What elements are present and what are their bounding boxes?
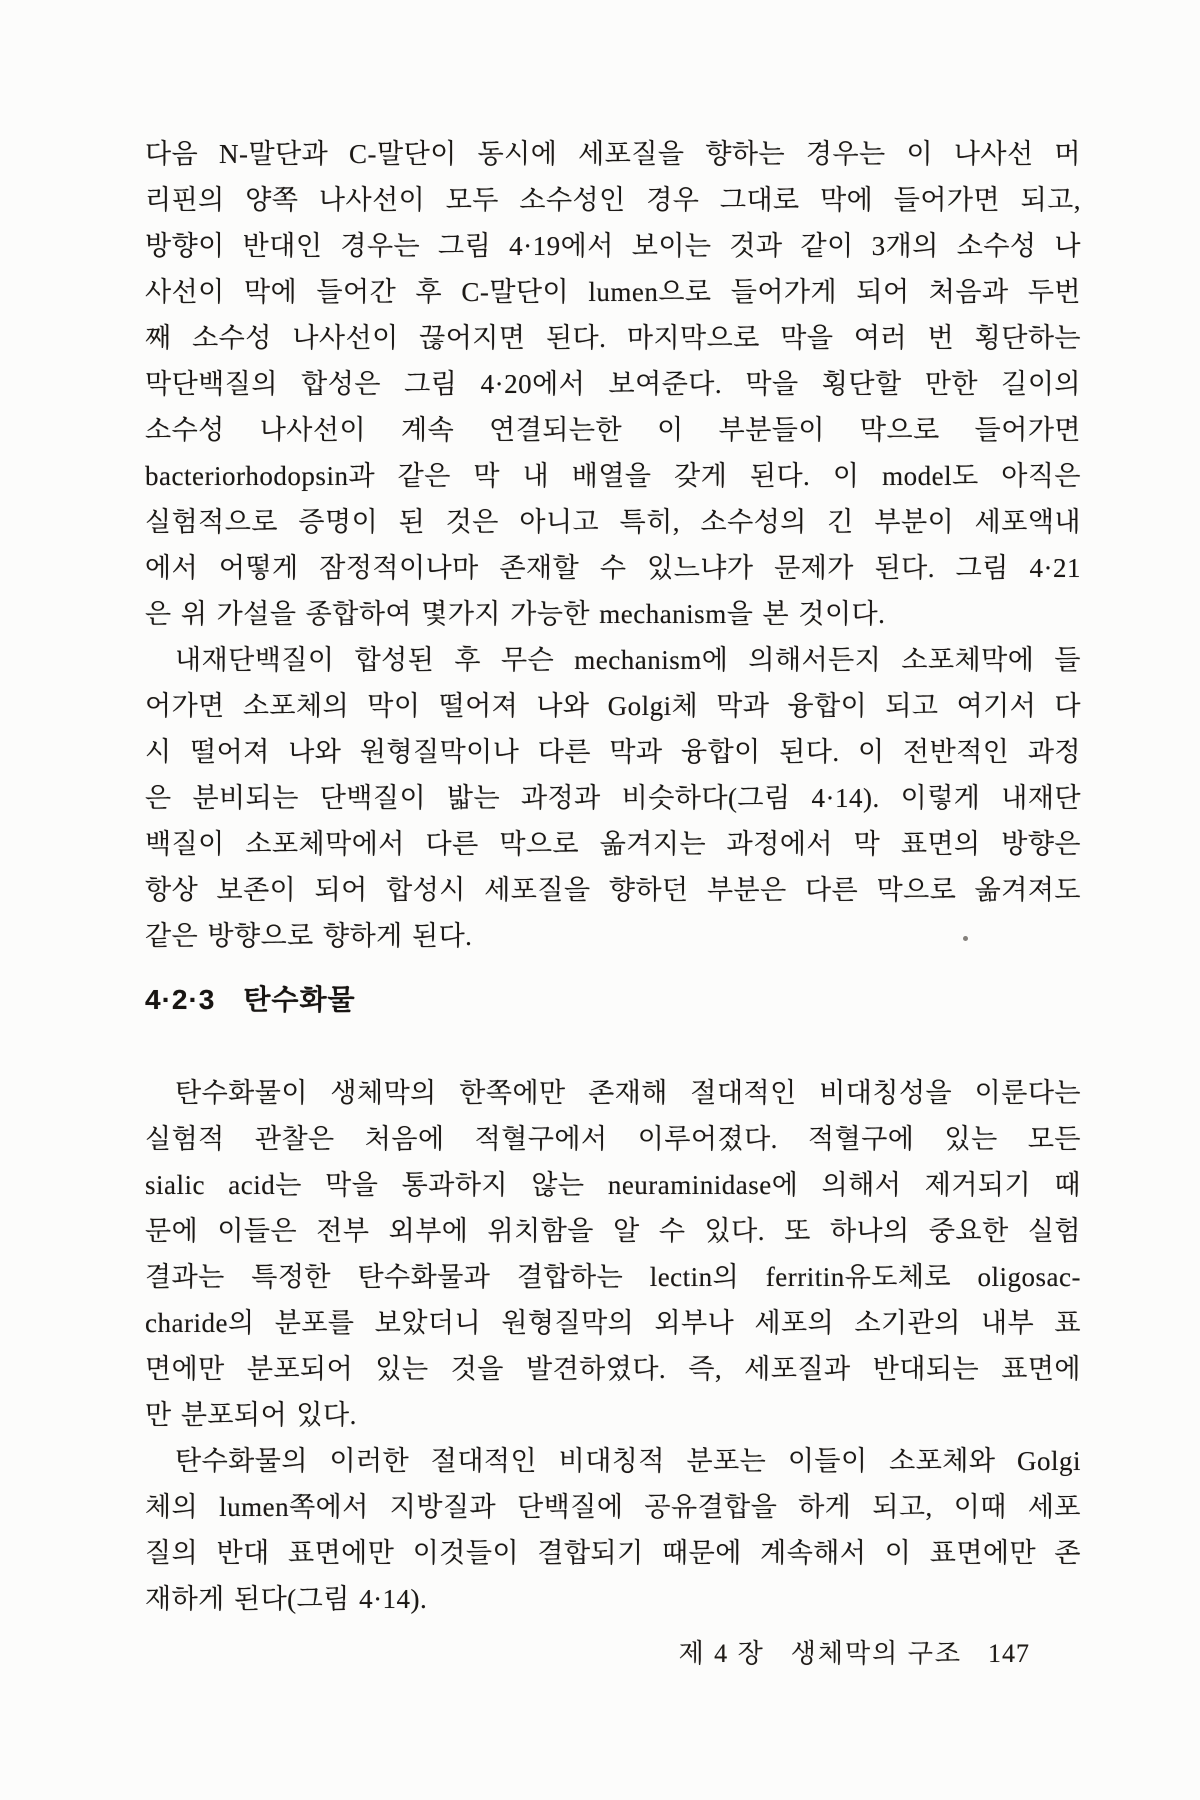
text-line: 다음 N-말단과 C-말단이 동시에 세포질을 향하는 경우는 이 나사선 머 [145, 139, 1081, 169]
text-line: 막단백질의 합성은 그림 4·20에서 보여준다. 막을 횡단할 만한 길이의 [145, 369, 1081, 399]
text-line: 사선이 막에 들어간 후 C-말단이 lumen으로 들어가게 되어 처음과 두번 [145, 277, 1081, 307]
text-line: 소수성 나사선이 계속 연결되는한 이 부분들이 막으로 들어가면 [145, 415, 1081, 445]
text-line: 은 분비되는 단백질이 밟는 과정과 비슷하다(그림 4·14). 이렇게 내재단 [145, 783, 1081, 813]
text-line: 방향이 반대인 경우는 그림 4·19에서 보이는 것과 같이 3개의 소수성 나 [145, 231, 1081, 261]
section-heading-number: 4·2·3 [145, 984, 216, 1015]
paragraph [145, 131, 1081, 637]
paragraph [145, 1438, 1081, 1622]
text-line: 어가면 소포체의 막이 떨어져 나와 Golgi체 막과 융합이 되고 여기서 다 [145, 691, 1081, 721]
text-line: 백질이 소포체막에서 다른 막으로 옮겨지는 과정에서 막 표면의 방향은 [145, 829, 1081, 859]
footer-chapter-label: 제 4 장 [678, 1639, 765, 1668]
text-line: 문에 이들은 전부 외부에 위치함을 알 수 있다. 또 하나의 중요한 실험 [145, 1216, 1081, 1246]
scan-speck-dot [963, 936, 968, 941]
text-line: charide의 분포를 보았더니 원형질막의 외부나 세포의 소기관의 내부 표 [145, 1308, 1081, 1338]
text-line: 시 떨어져 나와 원형질막이나 다른 막과 융합이 된다. 이 전반적인 과정 [145, 737, 1081, 767]
text-line: 질의 반대 표면에만 이것들이 결합되기 때문에 계속해서 이 표면에만 존 [145, 1538, 1081, 1568]
footer-book-title: 생체막의 구조 [790, 1639, 962, 1668]
text-line: 탄수화물의 이러한 절대적인 비대칭적 분포는 이들이 소포체와 Golgi [175, 1446, 1081, 1476]
text-line: 실험적으로 증명이 된 것은 아니고 특히, 소수성의 긴 부분이 세포액내 [145, 507, 1081, 537]
text-line: 만 분포되어 있다. [145, 1400, 357, 1430]
text-line: 탄수화물이 생체막의 한쪽에만 존재해 절대적인 비대칭성을 이룬다는 [175, 1078, 1081, 1108]
text-line: 에서 어떻게 잠정적이나마 존재할 수 있느냐가 문제가 된다. 그림 4·21 [145, 553, 1081, 583]
text-line: 은 위 가설을 종합하여 몇가지 가능한 mechanism을 본 것이다. [145, 599, 886, 629]
page-footer [679, 1633, 1030, 1670]
text-line: 재하게 된다(그림 4·14). [145, 1584, 428, 1614]
paragraph [145, 1070, 1081, 1438]
text-line: sialic acid는 막을 통과하지 않는 neuraminidase에 의해서 제거되기 때 [145, 1170, 1081, 1200]
text-line: 실험적 관찰은 처음에 적혈구에서 이루어졌다. 적혈구에 있는 모든 [145, 1124, 1081, 1154]
text-line: 항상 보존이 되어 합성시 세포질을 향하던 부분은 다른 막으로 옮겨져도 [145, 875, 1081, 905]
paragraph [145, 637, 1081, 959]
section-heading [145, 983, 1081, 1017]
text-line: 결과는 특정한 탄수화물과 결합하는 lectin의 ferritin유도체로 oligosac- [145, 1262, 1081, 1292]
text-line: 같은 방향으로 향하게 된다. [145, 921, 473, 951]
footer-page-number: 147 [988, 1639, 1030, 1668]
text-line: 면에만 분포되어 있는 것을 발견하였다. 즉, 세포질과 반대되는 표면에 [145, 1354, 1081, 1384]
text-line: 리핀의 양쪽 나사선이 모두 소수성인 경우 그대로 막에 들어가면 되고, [145, 185, 1081, 215]
text-line: 체의 lumen쪽에서 지방질과 단백질에 공유결합을 하게 되고, 이때 세포 [145, 1492, 1081, 1522]
body-text [145, 131, 1081, 1622]
text-line: 내재단백질이 합성된 후 무슨 mechanism에 의해서든지 소포체막에 들 [175, 645, 1081, 675]
text-line: 째 소수성 나사선이 끊어지면 된다. 마지막으로 막을 여러 번 횡단하는 [145, 323, 1081, 353]
section-heading-title: 탄수화물 [243, 984, 356, 1015]
text-line: bacteriorhodopsin과 같은 막 내 배열을 갖게 된다. 이 model도 아직은 [145, 461, 1081, 491]
